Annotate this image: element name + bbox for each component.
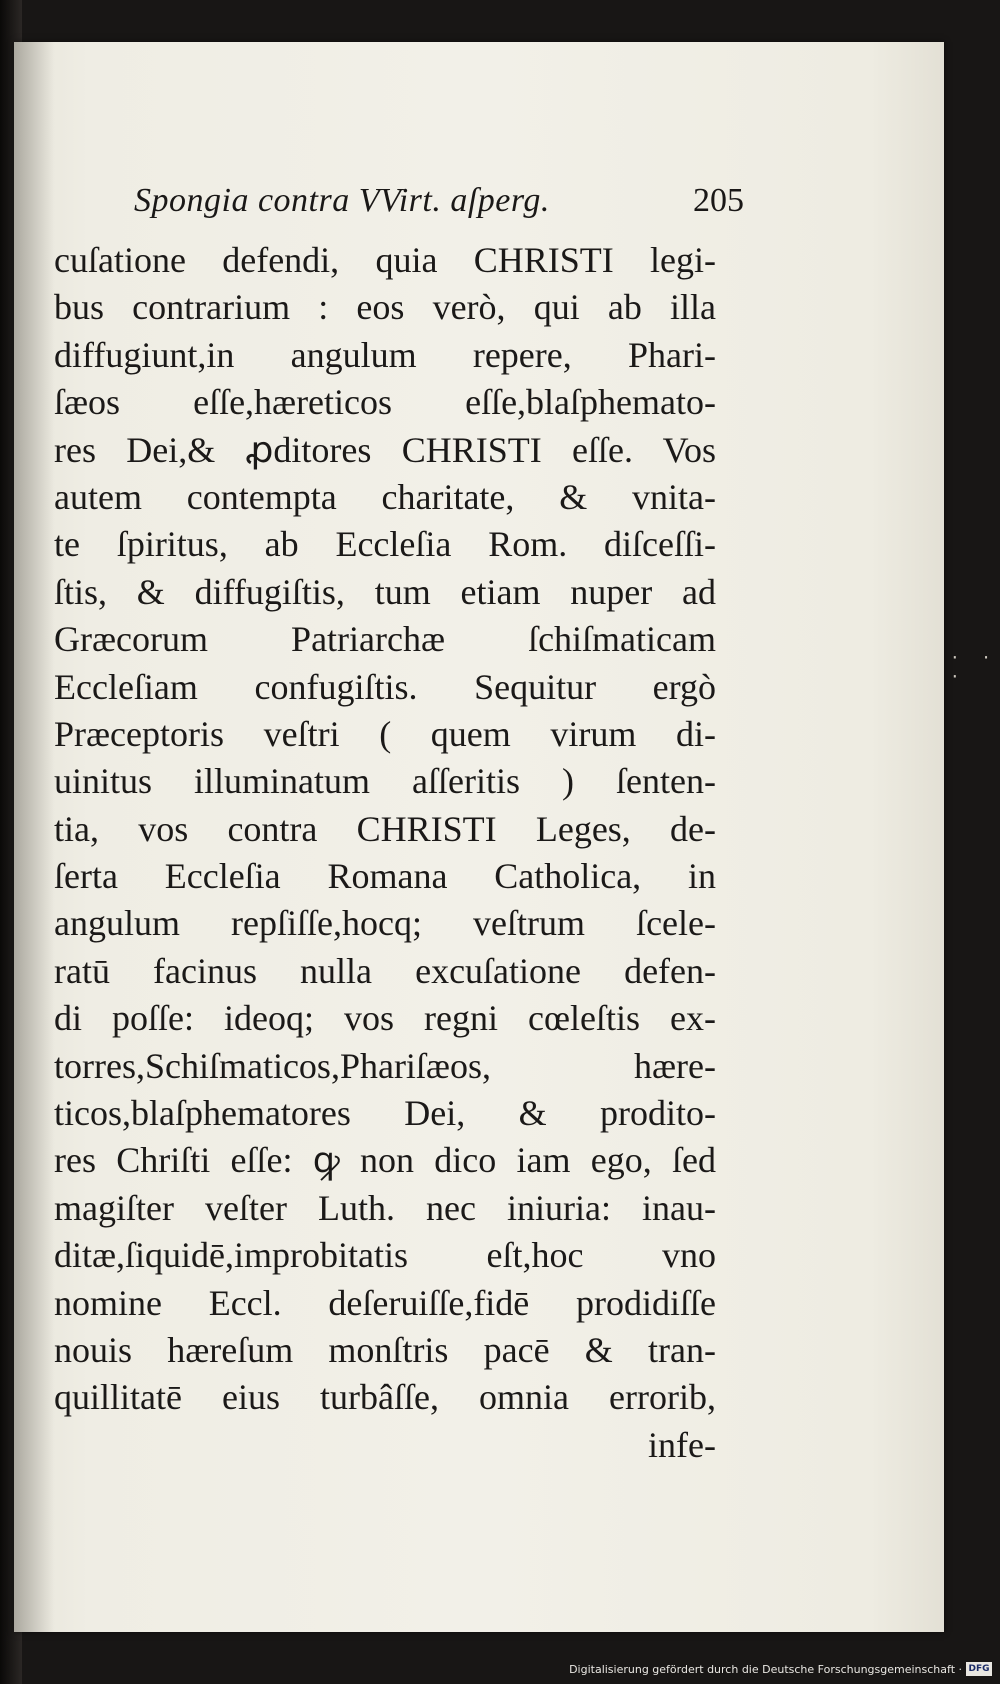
text-line: quillitatē eius turbâſſe, omnia errorib, [54, 1377, 716, 1418]
text-line: torres,Schiſmaticos,Phariſæos, hære- [54, 1045, 716, 1086]
text-line: cuſatione defendi, quia CHRISTI legi- [54, 240, 716, 280]
text-line: Græcorum Patriarchæ ſchiſmaticam [54, 619, 716, 660]
text-line: autem contempta charitate, & vnita- [54, 476, 716, 517]
text-line: Præceptoris veſtri ( quem virum di- [54, 713, 716, 754]
text-line: res Chriſti eſſe: ꝙ non dico iam ego, ſed [54, 1140, 716, 1181]
text-line: magiſter veſter Luth. nec iniuria: inau- [54, 1187, 716, 1228]
text-line: ditæ,ſiquidē,improbitatis eſt,hoc vno [54, 1235, 716, 1276]
text-line: ſtis, & diffugiſtis, tum etiam nuper ad [54, 571, 716, 612]
running-title: Spongia contra VVirt. aſperg. [134, 182, 550, 219]
text-line: nouis hæreſum monſtris pacē & tran- [54, 1329, 716, 1370]
text-line: angulum repſiſſe,hocq; veſtrum ſcele- [54, 903, 716, 944]
catchword: infe- [648, 1424, 716, 1465]
text-line: ſerta Eccleſia Romana Catholica, in [54, 856, 716, 897]
page-number: 205 [693, 182, 744, 219]
text-line: bus contrarium : eos verò, qui ab illa [54, 287, 716, 328]
spine-shadow [14, 42, 54, 1632]
text-line: diffugiunt,in angulum repere, Phari- [54, 334, 716, 375]
text-line: te ſpiritus, ab Eccleſia Rom. diſceſſi- [54, 524, 716, 565]
text-line: Eccleſiam confugiſtis. Sequitur ergò [54, 666, 716, 707]
text-line: ticos,blaſphematores Dei, & prodito- [54, 1093, 716, 1134]
text-line: nomine Eccl. deſeruiſſe,fidē prodidiſſe [54, 1282, 716, 1323]
text-line: uinitus illuminatum aſſeritis ) ſenten- [54, 761, 716, 802]
digitization-credit: Digitalisierung gefördert durch die Deutsche Forschungsgemeinschaft · [569, 1663, 962, 1676]
book-page [14, 42, 944, 1632]
text-line: ſæos eſſe,hæreticos eſſe,blaſphemato- [54, 382, 716, 423]
text-line: res Dei,& ꝓditores CHRISTI eſſe. Vos [54, 429, 716, 470]
text-line: tia, vos contra CHRISTI Leges, de- [54, 808, 716, 849]
body-text [54, 237, 716, 1469]
page-edge-marks: · · · [950, 648, 997, 686]
running-head [124, 182, 744, 232]
dfg-logo-icon: DFG [966, 1662, 992, 1676]
text-line: di poſſe: ideoq; vos regni cœleſtis ex- [54, 998, 716, 1039]
text-line: ratū facinus nulla excuſatione defen- [54, 950, 716, 991]
